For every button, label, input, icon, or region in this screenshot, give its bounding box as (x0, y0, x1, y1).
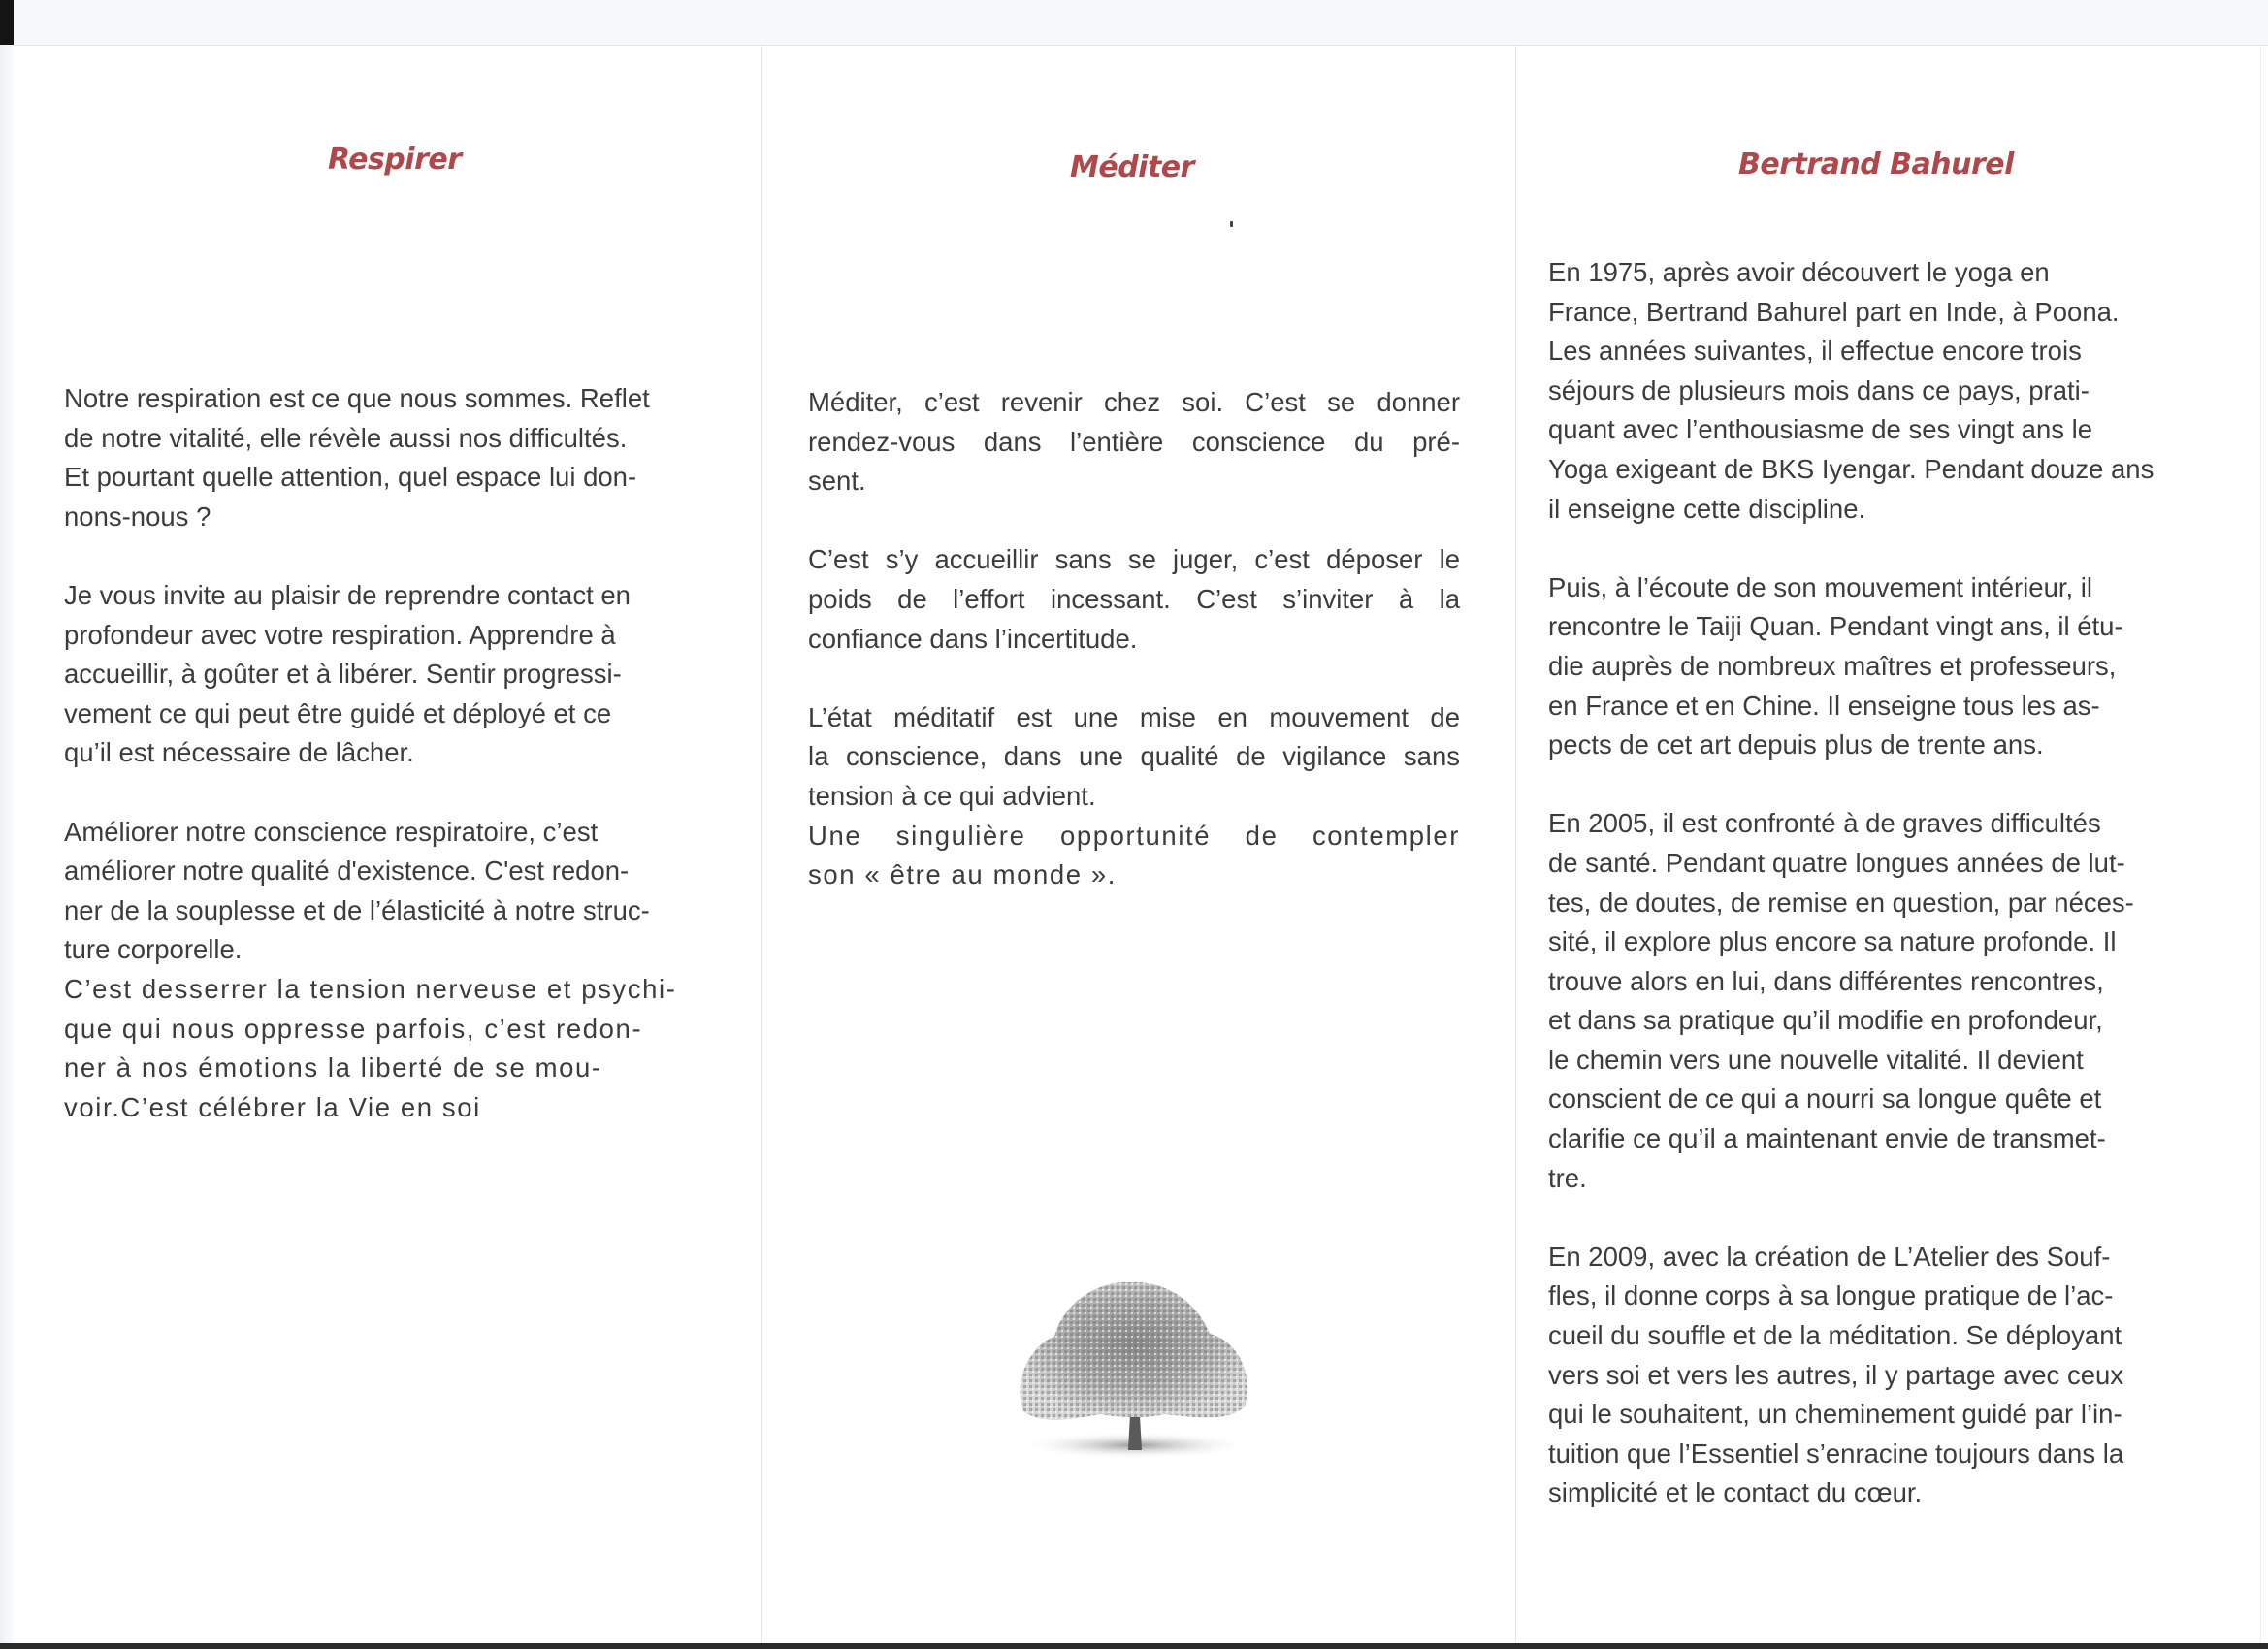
paragraph (64, 970, 733, 1127)
text-line: ner à nos émotions la liberté de se mou- (64, 1052, 602, 1083)
paragraph (1548, 568, 2208, 765)
text-line: qui le souhaitent, un cheminement guidé par l’in- (1548, 1399, 2122, 1430)
text-line: Les années suivantes, il effectue encore trois (1548, 336, 2082, 367)
text-line: C’est desserrer la tension nerveuse et psychi- (64, 973, 677, 1004)
paragraph (1548, 253, 2208, 529)
text-line: C’est s’y accueillir sans se juger, c’est déposer le (808, 544, 1460, 575)
text-line: vers soi et vers les autres, il y partage avec ceux (1548, 1359, 2124, 1390)
text-line: fles, il donne corps à sa longue pratique de l’ac- (1548, 1280, 2114, 1311)
text-line: Améliorer notre conscience respiratoire, c’est (64, 816, 599, 847)
heading-respirer: Respirer (328, 143, 462, 177)
text-line: accueillir, à goûter et à libérer. Sentir progressi- (64, 659, 622, 690)
text-line: tes, de doutes, de remise en question, par néces- (1548, 887, 2134, 918)
text-line: sent. (808, 466, 866, 497)
text-line: Une singulière opportunité de contempler (808, 820, 1460, 851)
text-line: qu’il est nécessaire de lâcher. (64, 737, 414, 768)
panel-respirer (64, 379, 733, 1127)
heading-bertrand-bahurel: Bertrand Bahurel (1738, 147, 2014, 181)
paragraph (64, 379, 733, 536)
heading-mediter: Méditer (1070, 150, 1194, 184)
text-line: il enseigne cette discipline. (1548, 493, 1866, 524)
text-line: rencontre le Taiji Quan. Pendant vingt ans, il étu- (1548, 611, 2123, 642)
panel-mediter (808, 383, 1460, 895)
text-line: tre. (1548, 1162, 1587, 1193)
text-line: que qui nous oppresse parfois, c’est redon- (64, 1013, 643, 1044)
text-line: Yoga exigeant de BKS Iyengar. Pendant douze ans (1548, 453, 2155, 484)
text-line: et dans sa pratique qu’il modifie en profondeur, (1548, 1005, 2103, 1036)
text-line: confiance dans l’incertitude. (808, 623, 1138, 654)
text-line: En 2005, il est confronté à de graves difficultés (1548, 808, 2101, 839)
text-line: Je vous invite au plaisir de reprendre contact en (64, 579, 631, 610)
text-line: profondeur avec votre respiration. Apprendre à (64, 619, 616, 650)
text-line: simplicité et le contact du cœur. (1548, 1477, 1923, 1508)
paragraph (64, 813, 733, 970)
text-line: sité, il explore plus encore sa nature profonde. Il (1548, 926, 2117, 957)
text-line: Notre respiration est ce que nous sommes. Reflet (64, 383, 650, 413)
scan-edge-mark (0, 0, 14, 45)
panel-biography (1548, 253, 2208, 1513)
text-line: la conscience, dans une qualité de vigilance sans (808, 741, 1460, 772)
text-line: ture corporelle. (64, 934, 243, 965)
paragraph (808, 817, 1460, 895)
text-line: Et pourtant quelle attention, quel espace lui don- (64, 462, 637, 493)
paragraph (808, 383, 1460, 501)
text-line: France, Bertrand Bahurel part en Inde, à Poona. (1548, 296, 2120, 327)
paragraph (64, 576, 733, 773)
text-line: conscient de ce qui a nourri sa longue quête et (1548, 1083, 2102, 1115)
scan-left-shadow (0, 45, 14, 1649)
text-line: séjours de plusieurs mois dans ce pays, prati- (1548, 374, 2090, 405)
ink-speck (1230, 221, 1233, 227)
text-line: L’état méditatif est une mise en mouvement de (808, 701, 1460, 732)
text-line: En 1975, après avoir découvert le yoga en (1548, 257, 2050, 287)
text-line: de notre vitalité, elle révèle aussi nos difficultés. (64, 422, 628, 453)
text-line: rendez-vous dans l’entière conscience du pré- (808, 426, 1460, 457)
text-line: die auprès de nombreux maîtres et professeurs, (1548, 650, 2117, 681)
text-line: en France et en Chine. Il enseigne tous les as- (1548, 690, 2100, 721)
text-line: de santé. Pendant quatre longues années de lut- (1548, 847, 2125, 878)
tree-illustration (994, 1251, 1276, 1474)
text-line: son « être au monde ». (808, 859, 1118, 890)
paragraph (808, 540, 1460, 659)
paragraph (1548, 804, 2208, 1198)
paragraph (808, 698, 1460, 817)
text-line: le chemin vers une nouvelle vitalité. Il devient (1548, 1044, 2084, 1075)
text-line: cueil du souffle et de la méditation. Se déployant (1548, 1320, 2122, 1351)
text-line: améliorer notre qualité d'existence. C'est redon- (64, 856, 630, 887)
scan-bottom-edge (0, 1643, 2268, 1649)
text-line: ner de la souplesse et de l’élasticité à notre struc- (64, 894, 650, 925)
text-line: pects de cet art depuis plus de trente ans. (1548, 729, 2044, 760)
fold-line-right (1515, 45, 1516, 1643)
text-line: tuition que l’Essentiel s’enracine toujours dans la (1548, 1438, 2124, 1469)
text-line: nons-nous ? (64, 501, 211, 532)
text-line: Puis, à l’écoute de son mouvement intérieur, il (1548, 571, 2092, 602)
text-line: quant avec l’enthousiasme de ses vingt ans le (1548, 414, 2093, 445)
paragraph (1548, 1238, 2208, 1513)
text-line: poids de l’effort incessant. C’est s’inviter à la (808, 583, 1460, 614)
text-line: vement ce qui peut être guidé et déployé et ce (64, 697, 612, 728)
fold-line-left (761, 45, 762, 1643)
text-line: tension à ce qui advient. (808, 780, 1096, 811)
text-line: voir.C’est célébrer la Vie en soi (64, 1091, 481, 1122)
text-line: Méditer, c’est revenir chez soi. C’est se donner (808, 387, 1460, 417)
text-line: clarifie ce qu’il a maintenant envie de transmet- (1548, 1123, 2106, 1154)
page-right-edge (2260, 45, 2261, 1643)
text-line: trouve alors en lui, dans différentes rencontres, (1548, 965, 2104, 996)
text-line: En 2009, avec la création de L’Atelier des Souf- (1548, 1241, 2111, 1272)
scan-top-margin (0, 0, 2268, 46)
